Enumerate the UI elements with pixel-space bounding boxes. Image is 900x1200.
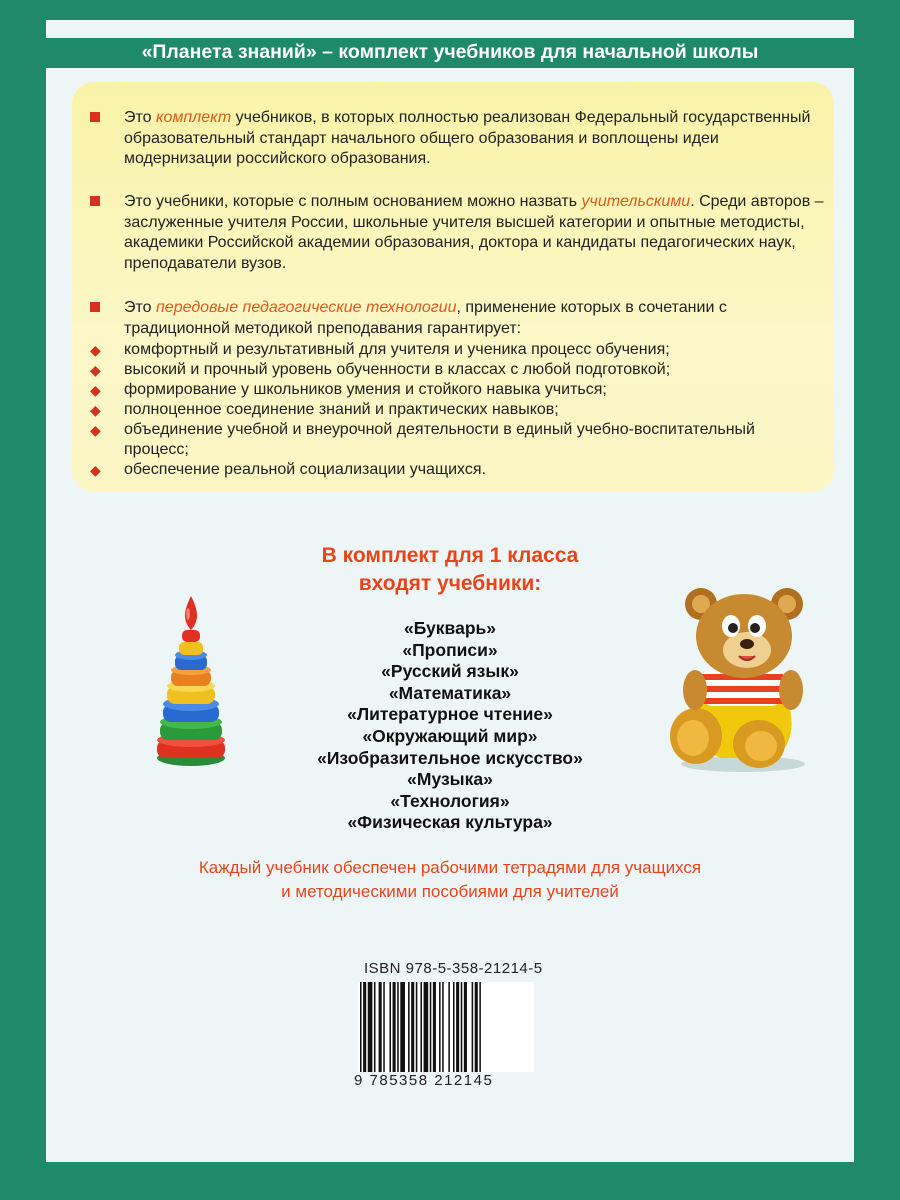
barcode-bar [472,982,474,1072]
barcode-bar [453,982,455,1072]
isbn-label: ISBN 978-5-358-21214-5 [364,960,543,977]
barcode-bar [433,982,436,1072]
barcode-bar [464,982,467,1072]
barcode-bar [389,982,391,1072]
list-item: ◆ полноценное соединение знаний и практических навыков; [90,401,559,418]
list-item: ◆ обеспечение реальной социализации учащихся. [90,461,486,478]
book-title: «Изобразительное искусство» [317,747,583,768]
diamond-bullet-icon: ◆ [90,402,101,418]
diamond-bullet-icon: ◆ [90,462,101,478]
benefit-list [90,340,824,480]
barcode-digits: 9 785358 212145 [354,1072,494,1089]
barcode [358,982,534,1072]
barcode-bar [461,982,463,1072]
book-title: «Математика» [388,682,512,703]
book-title: «Букварь» [403,618,496,638]
barcode-bar [424,982,429,1072]
barcode-bar [439,982,441,1072]
barcode-bar [442,982,444,1072]
barcode-bar [374,982,376,1072]
series-title: «Планета знаний» – комплект учебников для начальной школы [46,38,854,68]
barcode-bar [393,982,396,1072]
teddy-bear-illustration [661,586,811,776]
square-bullet-icon [90,196,100,206]
highlight-text: учительскими [581,193,691,210]
barcode-bar [408,982,410,1072]
barcode-bar [363,982,366,1072]
diamond-bullet-icon: ◆ [90,422,101,438]
diamond-bullet-icon: ◆ [90,342,101,358]
barcode-bar [456,982,459,1072]
barcode-bar [379,982,382,1072]
list-item: ◆ формирование у школьников умения и стойкого навыка учиться; [90,381,607,398]
barcode-bar [475,982,478,1072]
barcode-bar [448,982,450,1072]
square-bullet-icon [90,112,100,122]
diamond-bullet-icon: ◆ [90,362,101,378]
book-title: «Музыка» [407,769,493,790]
diamond-bullet-icon: ◆ [90,382,101,398]
barcode-bar [397,982,399,1072]
barcode-bar [420,982,422,1072]
barcode-bar [368,982,373,1072]
book-title: «Русский язык» [381,661,519,682]
highlight-text: комплект [156,109,232,126]
book-title: «Литературное чтение» [347,704,553,725]
toy-pyramid-illustration [146,590,236,770]
barcode-bar [411,982,414,1072]
book-back-cover [46,20,854,1162]
square-bullet-icon [90,302,100,312]
list-item: ◆ высокий и прочный уровень обученности в классах с любой подготовкой; [90,361,671,378]
intro-paragraph-2: Это учебники, которые с полным основанием можно назвать учительскими. Среди авторов – заслуженные учителя России, школьные учителя высшей категории и опытные методисты, академики Российской академии образования, доктора и кандидаты педагогических наук, преподаватели вузов. [124,192,824,274]
intro-paragraph-3: Это передовые педагогические технологии, применение которых в сочетании с традиционной методикой преподавания гарантирует: [124,298,824,339]
barcode-bar [383,982,385,1072]
barcode-bar [360,982,362,1072]
barcode-bar [416,982,418,1072]
highlight-text: передовые педагогические технологии [156,299,457,316]
book-title: «Технология» [390,790,510,811]
barcode-bar [400,982,405,1072]
book-title: «Прописи» [402,639,498,660]
barcode-bar [430,982,432,1072]
book-title: «Физическая культура» [347,812,553,833]
workbooks-note: Каждый учебник обеспечен рабочими тетрадями для учащихся и методическими пособиями для учителей [198,858,702,901]
list-item: ◆ объединение учебной и внеурочной деятельности в единый учебно-воспитательный процесс; [90,421,755,458]
intro-paragraph-1: Это комплект учебников, в которых полностью реализован Федеральный государственный образовательный стандарт начального общего образования и воплощены идеи модернизации российского образования. [124,108,824,170]
list-item: ◆ комфортный и результативный для учителя и ученика процесс обучения; [90,341,670,358]
barcode-bar [479,982,481,1072]
intro-box [72,82,834,492]
book-title: «Окружающий мир» [362,725,538,746]
kit-heading: В комплект для 1 класса входят учебники: [321,544,579,595]
